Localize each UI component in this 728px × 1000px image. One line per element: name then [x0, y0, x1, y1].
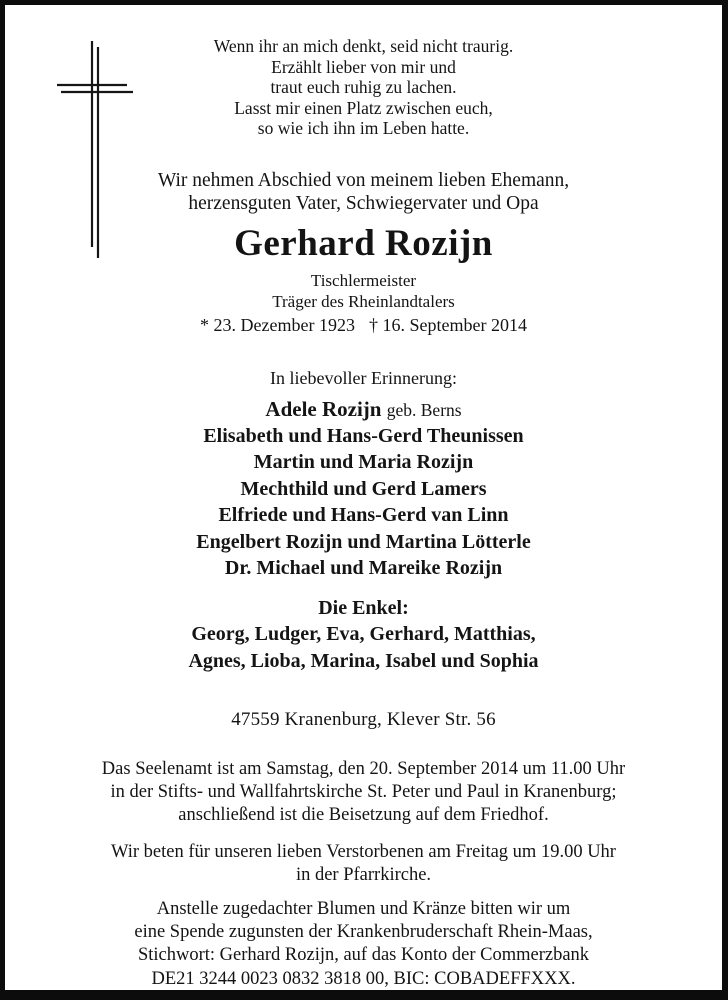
poem-line: Erzählt lieber von mir und [271, 56, 456, 77]
deceased-titles [5, 270, 722, 313]
death-date: † 16. September 2014 [368, 314, 527, 335]
poem-line: so wie ich ihn im Leben hatte. [257, 118, 470, 138]
poem-line: Lasst mir einen Platz zwischen euch, [234, 97, 493, 118]
widow-line [5, 396, 722, 423]
family-member-line: Elisabeth und Hans-Gerd Theunissen [203, 424, 524, 447]
title-line: Träger des Rheinlandtalers [272, 292, 455, 311]
widow-name: Adele Rozijn [265, 396, 382, 421]
donation-line: Stichwort: Gerhard Rozijn, auf das Konto der Commerzbank [137, 945, 590, 966]
service-line: anschließend ist die Beisetzung auf dem Friedhof. [178, 805, 549, 826]
service-line: Das Seelenamt ist am Samstag, den 20. September 2014 um 11.00 Uhr [101, 759, 626, 780]
memory-heading: In liebevoller Erinnerung: [270, 367, 457, 388]
title-line: Tischlermeister [310, 270, 417, 290]
family-member-line: Dr. Michael und Mareike Rozijn [224, 557, 503, 580]
memorial-cross-icon [45, 33, 145, 265]
poem-line: traut euch ruhig zu lachen. [270, 77, 457, 97]
deceased-name: Gerhard Rozijn [234, 222, 493, 264]
donation-paragraph [5, 898, 722, 991]
grandchildren-list [5, 621, 722, 675]
family-list [5, 423, 722, 583]
grandchildren-heading: Die Enkel: [318, 597, 409, 620]
prayer-line: in der Pfarrkirche. [295, 864, 432, 885]
address-line: 47559 Kranenburg, Klever Str. 56 [231, 709, 496, 731]
service-line: in der Stifts- und Wallfahrtskirche St. Peter und Paul in Kranenburg; [110, 782, 617, 803]
donation-line: eine Spende zugunsten der Krankenbruderschaft Rhein-Maas, [134, 922, 593, 943]
birth-date: * 23. Dezember 1923 [200, 314, 355, 335]
widow-maiden-name: geb. Berns [386, 399, 462, 420]
prayer-paragraph [5, 841, 722, 887]
life-dates [5, 314, 722, 336]
donation-line: DE21 3244 0023 0832 3818 00, BIC: COBADEFFXXX. [151, 968, 576, 989]
prayer-line: Wir beten für unseren lieben Verstorbenen am Freitag um 19.00 Uhr [111, 841, 616, 862]
poem-line: Wenn ihr an mich denkt, seid nicht traurig. [213, 36, 514, 56]
family-member-line: Mechthild und Gerd Lamers [240, 477, 487, 500]
announcement-line: herzensguten Vater, Schwiegervater und Opa [188, 192, 539, 214]
announcement-line: Wir nehmen Abschied von meinem lieben Ehemann, [157, 169, 570, 191]
grandchildren-line: Agnes, Lioba, Marina, Isabel und Sophia [188, 650, 539, 673]
family-member-line: Engelbert Rozijn und Martina Lötterle [196, 530, 531, 553]
family-member-line: Martin und Maria Rozijn [253, 451, 474, 474]
funeral-service-paragraph [5, 758, 722, 828]
grandchildren-line: Georg, Ludger, Eva, Gerhard, Matthias, [191, 623, 536, 646]
family-member-line: Elfriede und Hans-Gerd van Linn [218, 504, 509, 527]
donation-line: Anstelle zugedachter Blumen und Kränze bitten wir um [156, 899, 571, 920]
